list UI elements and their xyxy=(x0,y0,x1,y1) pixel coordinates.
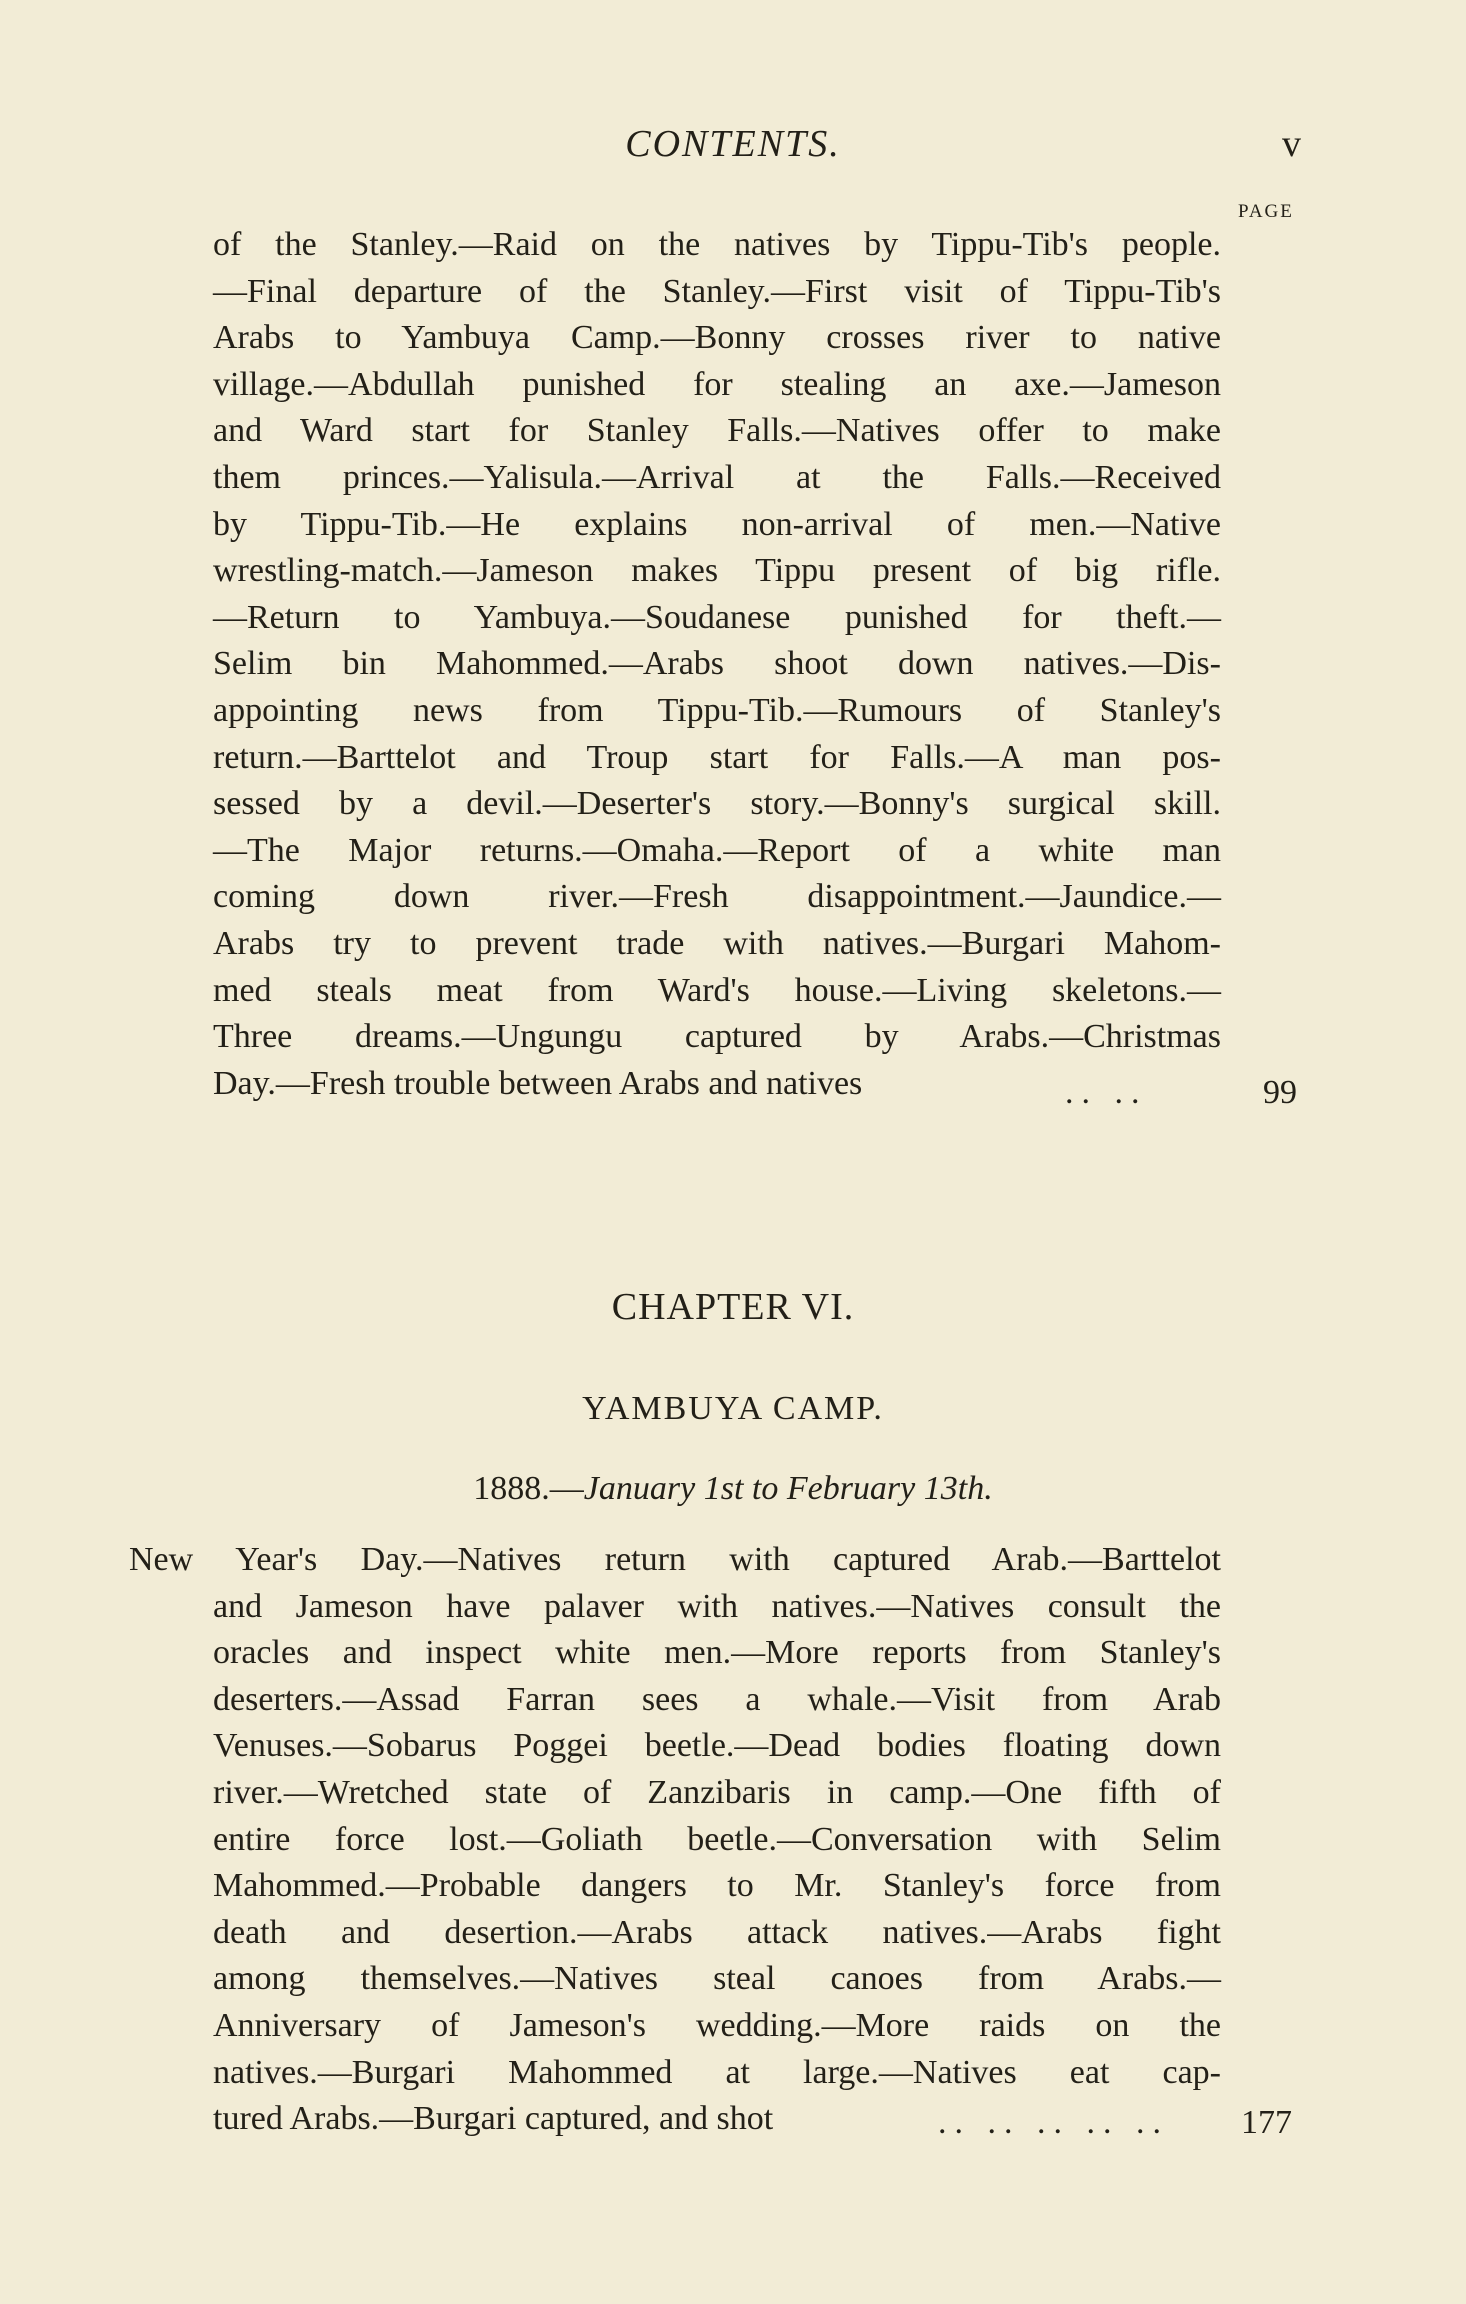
dot-leaders: .. .. .. .. .. xyxy=(938,2104,1169,2141)
entry-line: among themselves.—Natives steal canoes from Arabs.— xyxy=(213,1960,1221,1998)
entry-line: entire force lost.—Goliath beetle.—Conversation with Selim xyxy=(213,1820,1221,1858)
chapter-date-span: January 1st to February 13th. xyxy=(583,1470,993,1507)
entry-line: return.—Barttelot and Troup start for Falls.—A man pos- xyxy=(213,738,1221,776)
entry-line: Anniversary of Jameson's wedding.—More raids on the xyxy=(213,2006,1221,2044)
entry-line: Venuses.—Sobarus Poggei beetle.—Dead bodies floating down xyxy=(213,1727,1221,1765)
entry-line: oracles and inspect white men.—More reports from Stanley's xyxy=(213,1634,1221,1672)
page-column-label: PAGE xyxy=(1238,201,1294,222)
chapter-subtitle: YAMBUYA CAMP. xyxy=(582,1390,884,1427)
entry-line: Selim bin Mahommed.—Arabs shoot down natives.—Dis- xyxy=(213,645,1221,683)
entry-line: Day.—Fresh trouble between Arabs and natives xyxy=(213,1064,863,1102)
running-header-page-number: v xyxy=(1282,123,1301,165)
entry-line: by Tippu-Tib.—He explains non-arrival of men.—Native xyxy=(213,505,1221,543)
entry-line: and Jameson have palaver with natives.—Natives consult the xyxy=(213,1587,1221,1625)
contents-entry-chapter-vi xyxy=(129,1537,1221,2143)
entry-line: river.—Wretched state of Zanzibaris in camp.—One fifth of xyxy=(213,1773,1221,1811)
entry-page-number: 99 xyxy=(1263,1074,1297,1111)
entry-line: natives.—Burgari Mahommed at large.—Natives eat cap- xyxy=(213,2053,1221,2091)
entry-line: sessed by a devil.—Deserter's story.—Bonny's surgical skill. xyxy=(213,785,1221,823)
entry-line: village.—Abdullah punished for stealing an axe.—Jameson xyxy=(213,365,1221,403)
entry-page-number: 177 xyxy=(1241,2104,1292,2141)
entry-line: Mahommed.—Probable dangers to Mr. Stanley's force from xyxy=(213,1867,1221,1905)
entry-line: of the Stanley.—Raid on the natives by Tippu-Tib's people. xyxy=(213,226,1221,263)
entry-line: Three dreams.—Ungungu captured by Arabs.—Christmas xyxy=(213,1018,1221,1056)
entry-line: coming down river.—Fresh disappointment.—Jaundice.— xyxy=(213,878,1221,916)
entry-line: —Return to Yambuya.—Soudanese punished for theft.— xyxy=(213,598,1221,636)
contents-entry-chapter-v xyxy=(213,222,1221,1107)
dot-leaders: .. .. xyxy=(1065,1074,1148,1111)
entry-line: Arabs to Yambuya Camp.—Bonny crosses river to native xyxy=(213,319,1221,357)
entry-line: Arabs try to prevent trade with natives.—Burgari Mahom- xyxy=(213,924,1221,962)
chapter-title: CHAPTER VI. xyxy=(611,1286,855,1328)
entry-line: death and desertion.—Arabs attack natives.—Arabs fight xyxy=(213,1913,1221,1951)
entry-line: deserters.—Assad Farran sees a whale.—Visit from Arab xyxy=(213,1680,1221,1718)
entry-line: appointing news from Tippu-Tib.—Rumours of Stanley's xyxy=(213,691,1221,729)
entry-line: New Year's Day.—Natives return with captured Arab.—Barttelot xyxy=(129,1541,1221,1578)
entry-line: wrestling-match.—Jameson makes Tippu present of big rifle. xyxy=(213,552,1221,590)
entry-line: med steals meat from Ward's house.—Living skeletons.— xyxy=(213,971,1221,1009)
chapter-date-range xyxy=(0,1470,1466,1508)
running-header-title: CONTENTS. xyxy=(625,123,841,165)
entry-line: —The Major returns.—Omaha.—Report of a white man xyxy=(213,831,1221,869)
entry-line: —Final departure of the Stanley.—First visit of Tippu-Tib's xyxy=(213,272,1221,310)
chapter-date-year: 1888.— xyxy=(473,1470,584,1507)
entry-line: them princes.—Yalisula.—Arrival at the Falls.—Received xyxy=(213,458,1221,496)
entry-line: tured Arabs.—Burgari captured, and shot xyxy=(213,2100,774,2138)
entry-line: and Ward start for Stanley Falls.—Natives offer to make xyxy=(213,412,1221,450)
